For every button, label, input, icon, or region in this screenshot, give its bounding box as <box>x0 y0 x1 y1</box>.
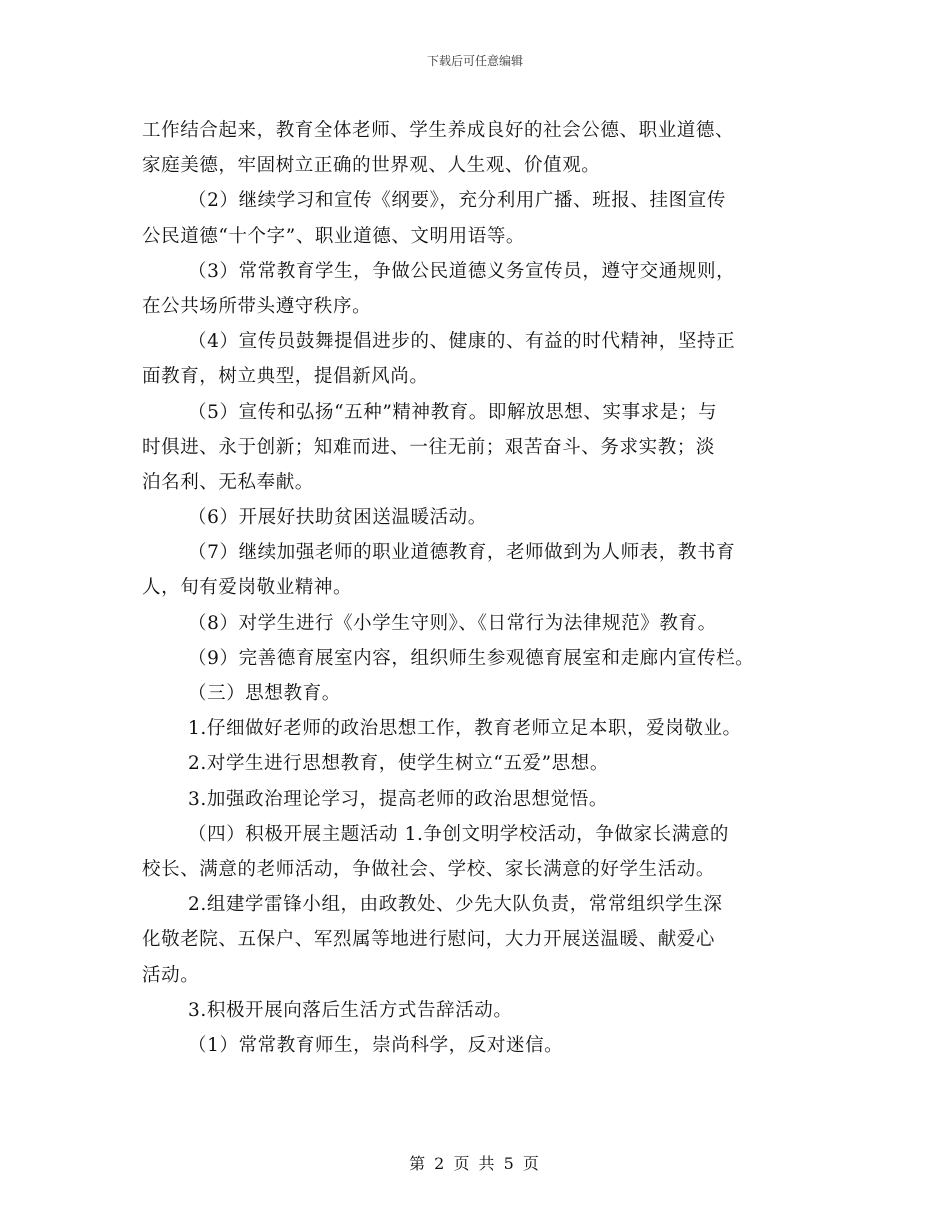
page-header-note: 下载后可任意编辑 <box>426 54 523 68</box>
text-line: 工作结合起来，教育全体老师、学生养成良好的社会公德、职业道德、 <box>142 120 735 141</box>
text-line: 时俱进、永于创新；知难而进、一往无前；艰苦奋斗、务求实教；淡 <box>142 436 716 458</box>
text-line: 2.组建学雷锋小组，由政教处、少先大队负责，常常组织学生深 <box>188 894 723 916</box>
document-body <box>142 113 822 1063</box>
text-line: 2.对学生进行思想教育，使学生树立“五爱”思想。 <box>188 753 609 775</box>
text-line: 在公共场所带头遵守秩序。 <box>142 295 372 317</box>
text-line: （7）继续加强老师的职业道德教育，老师做到为人师表，教书育 <box>188 542 736 564</box>
text-line: 1.仔细做好老师的政治思想工作，教育老师立足本职，爱岗敬业。 <box>188 718 742 740</box>
text-line: 活动。 <box>142 964 200 986</box>
text-line: 家庭美德，牢固树立正确的世界观、人生观、价值观。 <box>142 155 601 177</box>
text-line: （6）开展好扶助贫困送温暖活动。 <box>188 507 487 529</box>
page-number-footer: 第 2 页 共 5 页 <box>409 1154 541 1173</box>
text-line: （4）宣传员鼓舞提倡进步的、健康的、有益的时代精神，坚持正 <box>188 331 736 353</box>
text-line: （四）积极开展主题活动 1.争创文明学校活动，争做家长满意的 <box>188 823 730 845</box>
text-line: 公民道德“十个字”、职业道德、文明用语等。 <box>142 225 526 247</box>
text-line: （2）继续学习和宣传《纲要》，充分利用广播、班报、挂图宣传 <box>188 190 726 212</box>
text-line: （3）常常教育学生，争做公民道德义务宣传员，遵守交通规则， <box>188 260 736 282</box>
text-line: 化敬老院、五保户、军烈属等地进行慰问，大力开展送温暖、献爱心 <box>142 929 716 951</box>
text-line: 面教育，树立典型，提倡新风尚。 <box>142 366 429 388</box>
text-line: 3.加强政治理论学习，提高老师的政治思想觉悟。 <box>188 788 608 810</box>
text-line: （8）对学生进行《小学生守则》、《日常行为法律规范》教育。 <box>188 612 717 634</box>
text-line: （9）完善德育展室内容，组织师生参观德育展室和走廊内宣传栏。 <box>188 647 755 669</box>
text-line: 人，旬有爱岗敬业精神。 <box>142 577 353 599</box>
text-line: （1）常常教育师生，崇尚科学，反对迷信。 <box>188 1034 564 1056</box>
text-line: 泊名利、无私奉献。 <box>142 471 314 493</box>
text-line: 校长、满意的老师活动，争做社会、学校、家长满意的好学生活动。 <box>142 858 716 880</box>
text-line: 3.积极开展向落后生活方式告辞活动。 <box>188 999 513 1021</box>
text-line: （5）宣传和弘扬“五种”精神教育。即解放思想、实事求是；与 <box>188 401 718 423</box>
text-line: （三）思想教育。 <box>188 683 341 704</box>
